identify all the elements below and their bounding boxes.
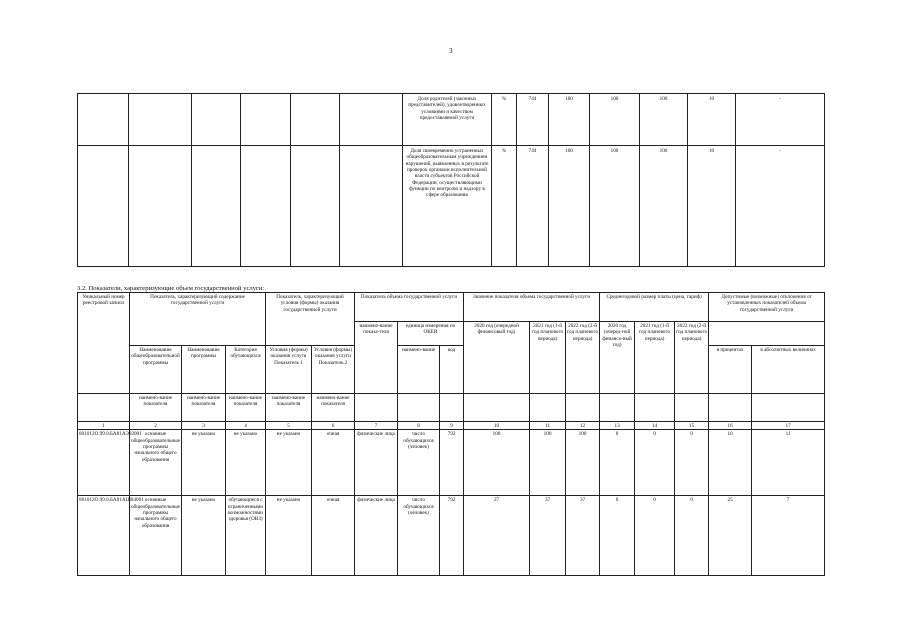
- header-reg-number: Уникальный номер реестровой записи: [78, 293, 130, 394]
- column-number: 9: [440, 422, 464, 430]
- deviation-percent: 10: [688, 94, 736, 146]
- header-ind-name: наимено-вание показателя: [226, 394, 266, 422]
- table-row: [78, 430, 825, 496]
- header-condition-1: Условия (формы) оказания услуги Показатель 1: [266, 346, 312, 394]
- header-year-2021: 2021 год (1-й год планового периода): [530, 322, 566, 394]
- header-price-group: Среднегодовой размер платы (цена, тариф): [600, 293, 709, 322]
- header-ind-name: наимено-вание показателя: [266, 394, 312, 422]
- header-deviation-spacer: [709, 322, 825, 346]
- price-2020: 0: [600, 430, 635, 496]
- column-number: 6: [312, 422, 355, 430]
- content-3: не указано: [226, 430, 266, 496]
- value-2022: 100: [640, 146, 688, 267]
- continuation-row: [78, 146, 825, 267]
- column-number: 16: [709, 422, 752, 430]
- header-row-4: [78, 394, 825, 422]
- content-1: основные общеобразовательные программы начального общего образования: [130, 496, 182, 576]
- header-year-2022: 2022 год (2-й год планового периода): [566, 322, 600, 394]
- column-number: 5: [266, 422, 312, 430]
- unit-cell: %: [492, 146, 517, 267]
- table-row: [78, 496, 825, 576]
- value-2022: 100: [640, 94, 688, 146]
- deviation-absolute: 11: [752, 430, 825, 496]
- value-2020: 100: [549, 94, 590, 146]
- header-content-1: Наименование общеобразовательной программы: [130, 346, 182, 394]
- header-vol-name: наимено-вание показа-теля: [355, 322, 398, 394]
- price-2022: 0: [675, 430, 709, 496]
- value-2021: 100: [590, 146, 640, 267]
- header-deviation-group: Допустимые (возможные) отклонения от установленных показателей объема государственной услуги: [709, 293, 825, 322]
- column-number: 11: [530, 422, 566, 430]
- deviation-percent: 25: [709, 496, 752, 576]
- value-2020: 108: [464, 430, 530, 496]
- column-number-row: [78, 422, 825, 430]
- unit-code: 792: [440, 430, 464, 496]
- column-number: 15: [675, 422, 709, 430]
- header-conditions-group: Показатель, характеризующий условия (формы) оказания государственной услуги: [266, 293, 355, 346]
- value-2021: 100: [590, 94, 640, 146]
- header-ind-name: наимено-вание показателя: [130, 394, 182, 422]
- reg-number: 801012О.99.0.БА81АШ04001: [78, 496, 130, 576]
- column-number: 8: [398, 422, 440, 430]
- condition-2: очная: [312, 496, 355, 576]
- header-content-2: Наименование программы: [182, 346, 226, 394]
- content-3: обучающиеся с ограниченными возможностями здоровья (ОВЗ): [226, 496, 266, 576]
- value-2020: 100: [549, 146, 590, 267]
- column-number: 13: [600, 422, 635, 430]
- header-ind-name: наимено-вание показателя: [312, 394, 355, 422]
- price-2021: 0: [635, 496, 675, 576]
- content-1: основные общеобразовательные программы начального общего образования: [130, 430, 182, 496]
- header-price-2021: 2021 год (1-й год планового периода): [635, 322, 675, 394]
- column-number: 7: [355, 422, 398, 430]
- okei-cell: 744: [517, 94, 549, 146]
- okei-cell: 744: [517, 146, 549, 267]
- column-number: 10: [464, 422, 530, 430]
- condition-1: не указано: [266, 496, 312, 576]
- value-2022: 100: [566, 430, 600, 496]
- deviation-percent: 10: [709, 430, 752, 496]
- header-price-2022: 2022 год (2-й год планового периода): [675, 322, 709, 394]
- reg-number: 801012О.99.0.БА81АЭ92001: [78, 430, 130, 496]
- value-2022: 37: [566, 496, 600, 576]
- value-2021: 37: [530, 496, 566, 576]
- quality-table-continuation: [77, 93, 825, 267]
- price-2022: 0: [675, 496, 709, 576]
- header-row-3: [78, 346, 825, 394]
- header-value-group: Значение показателя объема государственной услуги: [464, 293, 600, 322]
- content-2: не указано: [182, 496, 226, 576]
- condition-2: очная: [312, 430, 355, 496]
- deviation-percent: 10: [688, 146, 736, 267]
- deviation-absolute: 7: [752, 496, 825, 576]
- indicator-name: Доля своевременно устраненных общеобразовательным учреждением нарушений, выявленных в результате проверок органами исполнительной власти субъектов Российской Федерации, осуществляющими функции по контролю и надзору в сфере образования: [403, 146, 492, 267]
- column-number: 14: [635, 422, 675, 430]
- column-number: 4: [226, 422, 266, 430]
- column-number: 3: [182, 422, 226, 430]
- deviation-absolute: -: [736, 146, 825, 267]
- header-ind-name: наимено-вание показателя: [182, 394, 226, 422]
- header-content-3: Категория обучающихся: [226, 346, 266, 394]
- header-content-group: Показатель, характеризующий содержание государственной услуги: [130, 293, 266, 346]
- price-2020: 0: [600, 496, 635, 576]
- column-number: 12: [566, 422, 600, 430]
- header-deviation-absolute: в абсолютных величинах: [752, 346, 825, 394]
- header-unit-group: единица измерения по ОКЕИ: [398, 322, 464, 346]
- section-title: 3.2. Показатели, характеризующие объем государственной услуги:: [77, 285, 265, 292]
- price-2021: 0: [635, 430, 675, 496]
- volume-indicator: физические лица: [355, 430, 398, 496]
- unit-code: 792: [440, 496, 464, 576]
- page-number: 3: [449, 47, 453, 55]
- header-condition-2: Условия (формы) оказания услуги Показатель 2: [312, 346, 355, 394]
- header-row-1: [78, 293, 825, 322]
- header-year-2020: 2020 год (очередной финансовый год): [464, 322, 530, 394]
- column-number: 17: [752, 422, 825, 430]
- header-unit-name: наимено-вание: [398, 346, 440, 394]
- value-2021: 100: [530, 430, 566, 496]
- unit-cell: %: [492, 94, 517, 146]
- unit-name: число обучающихся (человек): [398, 430, 440, 496]
- volume-indicator: физические лица: [355, 496, 398, 576]
- column-number: 2: [130, 422, 182, 430]
- continuation-row: [78, 94, 825, 146]
- unit-name: число обучающихся (человек): [398, 496, 440, 576]
- column-number: 1: [78, 422, 130, 430]
- header-unit-code: код: [440, 346, 464, 394]
- deviation-absolute: -: [736, 94, 825, 146]
- condition-1: не указано: [266, 430, 312, 496]
- volume-table: [77, 292, 825, 576]
- indicator-name: Доля родителей (законных представителей), удовлетворенных условиями и качеством предоставляемой услуги: [403, 94, 492, 146]
- value-2020: 27: [464, 496, 530, 576]
- header-price-2020: 2020 год (очеред-ной финансо-вый год): [600, 322, 635, 394]
- content-2: не указано: [182, 430, 226, 496]
- header-volume-group: Показатель объема государственной услуги: [355, 293, 464, 322]
- header-deviation-percent: в процентах: [709, 346, 752, 394]
